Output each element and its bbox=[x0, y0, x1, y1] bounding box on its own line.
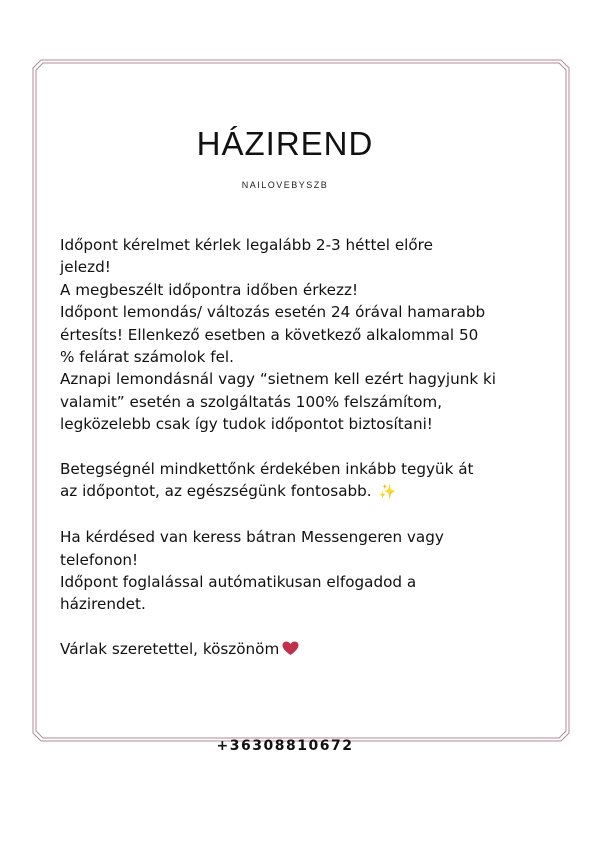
rule-line: Időpont foglalással autómatikusan elfogadod a bbox=[60, 573, 417, 592]
rule-line: Betegségnél mindkettőnk érdekében inkább tegyük át bbox=[60, 460, 474, 479]
rule-line-with-icon bbox=[60, 480, 540, 503]
closing-line bbox=[60, 638, 540, 662]
rule-line: házirendet. bbox=[60, 595, 146, 614]
paragraph-gap bbox=[60, 436, 540, 458]
sparkle-icon: ✨ bbox=[378, 484, 396, 501]
rule-line: legközelebb csak így tudok időpontot biztosítani! bbox=[60, 415, 433, 434]
paragraph-gap bbox=[60, 616, 540, 638]
rule-line: Ha kérdésed van keress bátran Messengeren vagy bbox=[60, 528, 444, 547]
rule-line: % felárat számolok fel. bbox=[60, 348, 234, 367]
rule-line: valamit” esetén a szolgáltatás 100% felszámítom, bbox=[60, 392, 443, 411]
page-title: HÁZIREND bbox=[196, 125, 374, 162]
rules-text bbox=[60, 234, 540, 663]
rule-line: Időpont lemondás/ változás esetén 24 órával hamarabb bbox=[60, 303, 486, 322]
closing-text: Várlak szeretettel, köszönöm bbox=[60, 640, 280, 659]
rule-line: telefonon! bbox=[60, 550, 139, 569]
rule-line-text: az időpontot, az egészségünk fontosabb. bbox=[60, 482, 372, 501]
rule-line: jelezd! bbox=[60, 258, 111, 277]
rule-line: A megbeszélt időpontra időben érkezz! bbox=[60, 280, 359, 299]
rule-line: Időpont kérelmet kérlek legalább 2-3 héttel előre bbox=[60, 236, 433, 254]
phone-number: +36308810672 bbox=[216, 738, 354, 754]
rule-line: Aznapi lemondásnál vagy “sietnem kell ezért hagyjunk ki bbox=[60, 370, 496, 389]
heart-icon bbox=[282, 640, 299, 662]
brand-subtitle: NAILOVEBYSZB bbox=[241, 180, 329, 190]
paragraph-gap bbox=[60, 504, 540, 526]
rule-line: értesíts! Ellenkező esetben a következő alkalommal 50 bbox=[60, 325, 479, 344]
